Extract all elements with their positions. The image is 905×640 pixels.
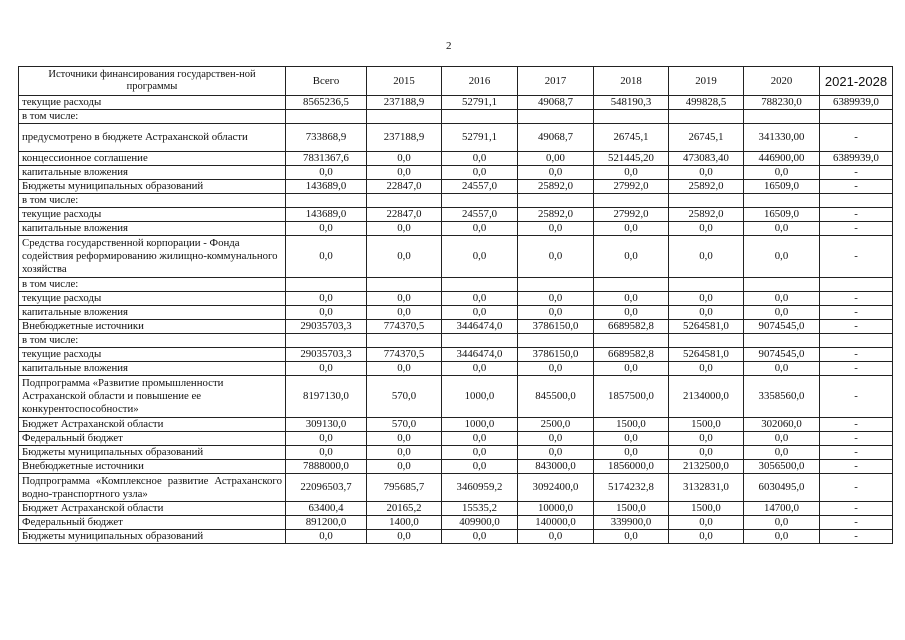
row-label: предусмотрено в бюджете Астраханской области [19, 124, 286, 152]
table-cell: 0,0 [744, 362, 820, 376]
table-cell: - [820, 516, 893, 530]
table-cell: 0,0 [442, 306, 518, 320]
table-cell: 0,0 [518, 292, 594, 306]
table-row [19, 348, 893, 362]
table-cell: 0,0 [286, 292, 367, 306]
table-cell: 15535,2 [442, 502, 518, 516]
table-cell [442, 278, 518, 292]
table-cell: 0,0 [744, 306, 820, 320]
table-row [19, 96, 893, 110]
row-label: Внебюджетные источники [19, 460, 286, 474]
table-cell: 0,0 [286, 530, 367, 544]
row-label: Бюджеты муниципальных образований [19, 446, 286, 460]
table-row [19, 502, 893, 516]
row-label: капитальные вложения [19, 166, 286, 180]
table-cell: - [820, 124, 893, 152]
row-label: капитальные вложения [19, 222, 286, 236]
table-cell: 1400,0 [367, 516, 442, 530]
table-cell: 1500,0 [594, 502, 669, 516]
table-cell: 24557,0 [442, 180, 518, 194]
table-cell: 3446474,0 [442, 320, 518, 334]
table-cell: 10000,0 [518, 502, 594, 516]
table-cell: 0,0 [744, 292, 820, 306]
header-2015: 2015 [367, 67, 442, 96]
table-cell: 27992,0 [594, 180, 669, 194]
table-cell: 8565236,5 [286, 96, 367, 110]
row-label: Бюджеты муниципальных образований [19, 180, 286, 194]
header-2016: 2016 [442, 67, 518, 96]
table-cell: 0,0 [518, 530, 594, 544]
table-cell: 0,0 [442, 362, 518, 376]
table-cell [442, 110, 518, 124]
table-cell: 49068,7 [518, 124, 594, 152]
table-cell: - [820, 180, 893, 194]
row-label: в том числе: [19, 278, 286, 292]
table-cell: 0,0 [367, 166, 442, 180]
row-label: капитальные вложения [19, 306, 286, 320]
table-row [19, 180, 893, 194]
table-cell: 49068,7 [518, 96, 594, 110]
table-cell: 0,0 [744, 222, 820, 236]
table-cell: 24557,0 [442, 208, 518, 222]
table-header-row [19, 67, 893, 96]
table-cell [594, 194, 669, 208]
table-cell: 774370,5 [367, 320, 442, 334]
table-cell: 0,0 [367, 236, 442, 278]
table-cell: 0,0 [286, 432, 367, 446]
table-cell: 0,0 [669, 222, 744, 236]
table-cell [442, 194, 518, 208]
table-cell: - [820, 446, 893, 460]
table-cell: 3786150,0 [518, 320, 594, 334]
table-cell: 237188,9 [367, 96, 442, 110]
row-label: текущие расходы [19, 292, 286, 306]
table-cell: 891200,0 [286, 516, 367, 530]
table-cell: 3092400,0 [518, 474, 594, 502]
table-cell: 52791,1 [442, 96, 518, 110]
table-cell [367, 334, 442, 348]
row-label: Средства государственной корпорации - Фонда содействия реформированию жилищно-коммунального хозяйства [19, 236, 286, 278]
table-cell: 446900,00 [744, 152, 820, 166]
table-cell: 788230,0 [744, 96, 820, 110]
header-2019: 2019 [669, 67, 744, 96]
table-cell: 548190,3 [594, 96, 669, 110]
table-cell [744, 334, 820, 348]
table-cell: 0,0 [594, 166, 669, 180]
table-cell: 409900,0 [442, 516, 518, 530]
table-cell: 0,0 [442, 446, 518, 460]
table-cell: 8197130,0 [286, 376, 367, 418]
table-cell: 9074545,0 [744, 348, 820, 362]
row-label: Подпрограмма «Развитие промышленности Астраханской области и повышение ее конкурентоспособности» [19, 376, 286, 418]
table-cell: 3358560,0 [744, 376, 820, 418]
table-cell: 0,0 [286, 362, 367, 376]
table-cell: 2500,0 [518, 418, 594, 432]
table-cell [820, 194, 893, 208]
table-cell: 0,0 [286, 306, 367, 320]
table-cell: 845500,0 [518, 376, 594, 418]
table-cell: 16509,0 [744, 180, 820, 194]
table-cell [594, 110, 669, 124]
table-cell: 26745,1 [594, 124, 669, 152]
table-cell: 0,0 [518, 222, 594, 236]
table-row [19, 208, 893, 222]
table-row [19, 362, 893, 376]
table-row [19, 278, 893, 292]
row-label: в том числе: [19, 194, 286, 208]
table-cell: 0,0 [744, 432, 820, 446]
table-cell: 20165,2 [367, 502, 442, 516]
table-cell: 26745,1 [669, 124, 744, 152]
table-cell [518, 278, 594, 292]
table-cell: 0,0 [286, 446, 367, 460]
table-cell: - [820, 460, 893, 474]
table-cell: 0,0 [669, 166, 744, 180]
table-cell: 5264581,0 [669, 320, 744, 334]
table-cell: 0,0 [594, 236, 669, 278]
table-cell: 774370,5 [367, 348, 442, 362]
table-cell: 0,0 [518, 432, 594, 446]
table-row [19, 236, 893, 278]
table-cell [286, 278, 367, 292]
table-cell: 0,0 [669, 306, 744, 320]
table-cell: 0,0 [594, 362, 669, 376]
table-cell: 1857500,0 [594, 376, 669, 418]
table-cell: 27992,0 [594, 208, 669, 222]
table-cell: - [820, 236, 893, 278]
table-cell: 0,00 [518, 152, 594, 166]
table-cell [286, 194, 367, 208]
row-label: Бюджет Астраханской области [19, 418, 286, 432]
table-row [19, 320, 893, 334]
table-cell: 0,0 [286, 222, 367, 236]
table-cell: 2134000,0 [669, 376, 744, 418]
table-cell: 16509,0 [744, 208, 820, 222]
table-row [19, 292, 893, 306]
row-label: капитальные вложения [19, 362, 286, 376]
table-cell: 25892,0 [669, 208, 744, 222]
table-cell: 473083,40 [669, 152, 744, 166]
row-label: Бюджеты муниципальных образований [19, 530, 286, 544]
table-cell: 0,0 [669, 362, 744, 376]
table-row [19, 306, 893, 320]
table-cell: - [820, 432, 893, 446]
table-cell: 1000,0 [442, 376, 518, 418]
table-row [19, 460, 893, 474]
table-cell: 1000,0 [442, 418, 518, 432]
table-cell: 0,0 [744, 236, 820, 278]
table-cell: 5174232,8 [594, 474, 669, 502]
table-cell: - [820, 222, 893, 236]
header-2017: 2017 [518, 67, 594, 96]
table-cell: 0,0 [442, 432, 518, 446]
table-cell: 0,0 [518, 306, 594, 320]
table-cell [367, 278, 442, 292]
table-cell: 25892,0 [669, 180, 744, 194]
table-cell: 0,0 [744, 166, 820, 180]
table-cell: 0,0 [442, 152, 518, 166]
table-cell [820, 334, 893, 348]
table-cell: - [820, 474, 893, 502]
table-cell: 0,0 [518, 446, 594, 460]
table-cell: 1500,0 [669, 418, 744, 432]
table-cell: 63400,4 [286, 502, 367, 516]
table-row [19, 124, 893, 152]
table-row [19, 376, 893, 418]
table-cell: - [820, 418, 893, 432]
table-row [19, 446, 893, 460]
table-cell: - [820, 320, 893, 334]
table-cell: 22847,0 [367, 208, 442, 222]
table-cell [669, 110, 744, 124]
header-source: Источники финансирования государствен-ной программы [19, 67, 286, 96]
table-cell: 733868,9 [286, 124, 367, 152]
header-total: Всего [286, 67, 367, 96]
table-cell: - [820, 208, 893, 222]
table-cell: 0,0 [594, 446, 669, 460]
table-cell: 237188,9 [367, 124, 442, 152]
table-cell: 0,0 [367, 306, 442, 320]
table-cell: 25892,0 [518, 208, 594, 222]
table-cell: - [820, 362, 893, 376]
table-cell: 570,0 [367, 376, 442, 418]
table-cell: 22847,0 [367, 180, 442, 194]
table-cell: 6030495,0 [744, 474, 820, 502]
table-cell: 0,0 [518, 236, 594, 278]
row-label: Федеральный бюджет [19, 516, 286, 530]
table-cell: 14700,0 [744, 502, 820, 516]
table-row [19, 222, 893, 236]
table-cell: 0,0 [367, 446, 442, 460]
row-label: текущие расходы [19, 208, 286, 222]
table-cell: - [820, 166, 893, 180]
table-row [19, 152, 893, 166]
table-cell: 0,0 [518, 362, 594, 376]
table-cell: 309130,0 [286, 418, 367, 432]
table-row [19, 166, 893, 180]
table-cell: 0,0 [367, 362, 442, 376]
table-cell: 0,0 [367, 530, 442, 544]
table-cell: 0,0 [594, 292, 669, 306]
table-cell: 52791,1 [442, 124, 518, 152]
table-cell: 0,0 [594, 432, 669, 446]
table-cell: 6689582,8 [594, 320, 669, 334]
table-cell: 0,0 [744, 516, 820, 530]
table-row [19, 194, 893, 208]
table-cell: 0,0 [594, 306, 669, 320]
table-cell: 6389939,0 [820, 96, 893, 110]
table-cell [367, 194, 442, 208]
table-cell [744, 110, 820, 124]
table-cell: 0,0 [594, 530, 669, 544]
table-cell: - [820, 502, 893, 516]
table-cell: 143689,0 [286, 208, 367, 222]
table-cell: 1856000,0 [594, 460, 669, 474]
table-cell: 0,0 [744, 530, 820, 544]
header-2021-2028: 2021-2028 [820, 67, 893, 96]
table-cell: 1500,0 [594, 418, 669, 432]
table-cell: 0,0 [669, 236, 744, 278]
table-cell [286, 334, 367, 348]
header-2020: 2020 [744, 67, 820, 96]
table-cell: 25892,0 [518, 180, 594, 194]
table-cell: 2132500,0 [669, 460, 744, 474]
table-cell: - [820, 348, 893, 362]
table-row [19, 474, 893, 502]
table-cell [820, 110, 893, 124]
table-cell: 843000,0 [518, 460, 594, 474]
header-2018: 2018 [594, 67, 669, 96]
table-row [19, 418, 893, 432]
table-cell: 499828,5 [669, 96, 744, 110]
table-cell: 0,0 [442, 530, 518, 544]
table-cell [820, 278, 893, 292]
table-cell: 0,0 [518, 166, 594, 180]
table-cell: 0,0 [669, 530, 744, 544]
row-label: в том числе: [19, 110, 286, 124]
table-cell: 339900,0 [594, 516, 669, 530]
table-row [19, 530, 893, 544]
table-cell: 0,0 [442, 236, 518, 278]
table-cell [669, 334, 744, 348]
table-cell: - [820, 530, 893, 544]
table-row [19, 432, 893, 446]
table-cell: 0,0 [286, 166, 367, 180]
row-label: концессионное соглашение [19, 152, 286, 166]
table-cell: 3446474,0 [442, 348, 518, 362]
table-cell: - [820, 292, 893, 306]
table-cell: 3786150,0 [518, 348, 594, 362]
table-cell: 5264581,0 [669, 348, 744, 362]
table-cell: 795685,7 [367, 474, 442, 502]
table-cell: 7831367,6 [286, 152, 367, 166]
table-cell: 0,0 [669, 446, 744, 460]
table-cell: 0,0 [442, 460, 518, 474]
table-cell: 0,0 [594, 222, 669, 236]
table-cell: 6389939,0 [820, 152, 893, 166]
table-cell: 0,0 [367, 222, 442, 236]
table-cell: 0,0 [669, 432, 744, 446]
row-label: Бюджет Астраханской области [19, 502, 286, 516]
table-cell [669, 278, 744, 292]
table-row [19, 516, 893, 530]
table-cell: 0,0 [669, 292, 744, 306]
table-row [19, 110, 893, 124]
table-cell: 341330,00 [744, 124, 820, 152]
table-cell: 0,0 [442, 166, 518, 180]
table-cell: 7888000,0 [286, 460, 367, 474]
financing-table [18, 66, 893, 544]
table-cell: 0,0 [286, 236, 367, 278]
row-label: Внебюджетные источники [19, 320, 286, 334]
table-cell: 0,0 [442, 222, 518, 236]
table-cell: 3056500,0 [744, 460, 820, 474]
row-label: Подпрограмма «Комплексное развитие Астраханского водно-транспортного узла» [19, 474, 286, 502]
table-cell: 3460959,2 [442, 474, 518, 502]
row-label: Федеральный бюджет [19, 432, 286, 446]
table-cell [594, 334, 669, 348]
table-cell: 29035703,3 [286, 320, 367, 334]
table-cell: 302060,0 [744, 418, 820, 432]
table-cell: 6689582,8 [594, 348, 669, 362]
table-cell: 570,0 [367, 418, 442, 432]
table-cell: 140000,0 [518, 516, 594, 530]
table-cell: - [820, 306, 893, 320]
table-cell: 0,0 [669, 516, 744, 530]
table-cell [367, 110, 442, 124]
row-label: текущие расходы [19, 96, 286, 110]
table-row [19, 334, 893, 348]
table-cell: 0,0 [442, 292, 518, 306]
table-cell: 22096503,7 [286, 474, 367, 502]
table-cell: 3132831,0 [669, 474, 744, 502]
table-cell: 0,0 [367, 152, 442, 166]
table-cell [518, 334, 594, 348]
page-number: 2 [446, 40, 452, 52]
table-cell [669, 194, 744, 208]
row-label: в том числе: [19, 334, 286, 348]
table-cell [594, 278, 669, 292]
table-cell: - [820, 376, 893, 418]
table-cell [442, 334, 518, 348]
table-cell: 0,0 [744, 446, 820, 460]
table-body [19, 96, 893, 544]
table-cell [744, 194, 820, 208]
table-cell [286, 110, 367, 124]
table-cell [518, 194, 594, 208]
row-label: текущие расходы [19, 348, 286, 362]
table-cell: 1500,0 [669, 502, 744, 516]
table-cell [744, 278, 820, 292]
table-cell: 521445,20 [594, 152, 669, 166]
table-cell: 0,0 [367, 460, 442, 474]
table-cell: 0,0 [367, 432, 442, 446]
table-cell [518, 110, 594, 124]
table-cell: 29035703,3 [286, 348, 367, 362]
table-cell: 0,0 [367, 292, 442, 306]
table-cell: 143689,0 [286, 180, 367, 194]
table-cell: 9074545,0 [744, 320, 820, 334]
